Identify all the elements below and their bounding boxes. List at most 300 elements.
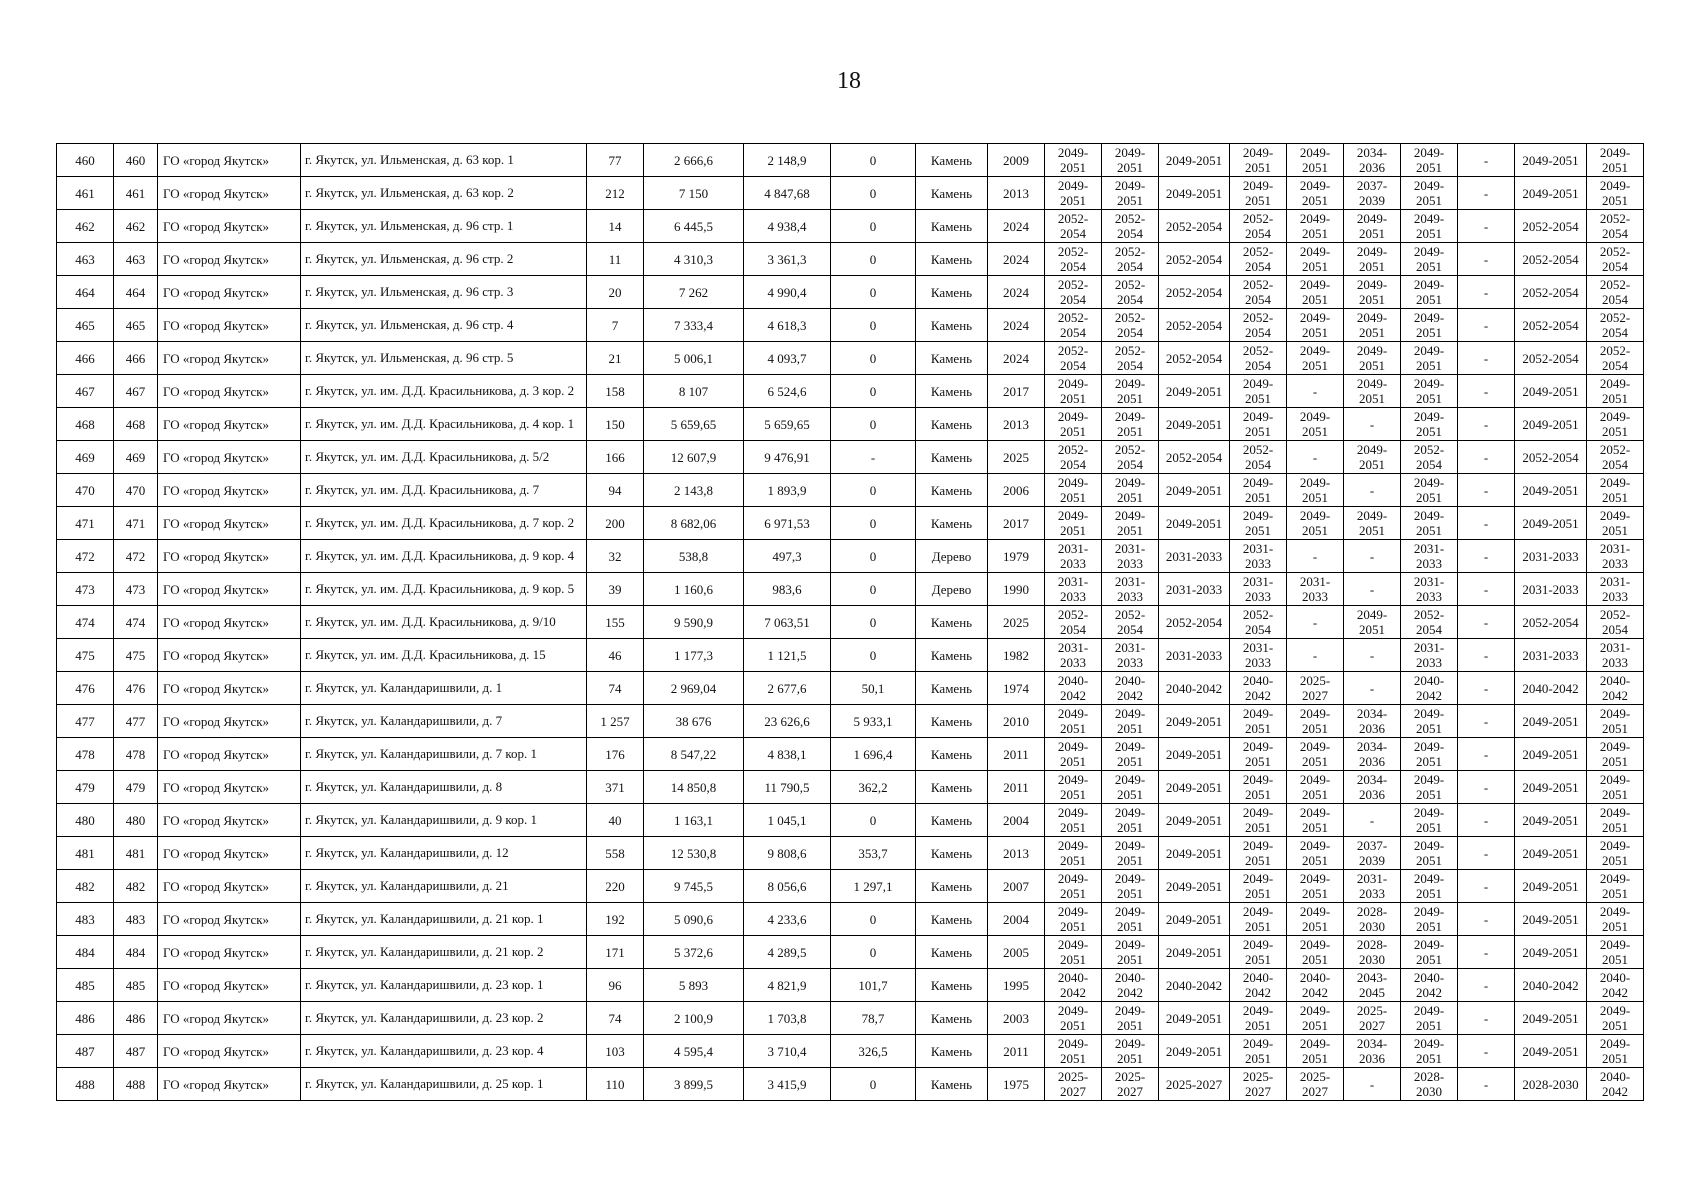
repair-period-cell-3: 2049-2051	[1159, 738, 1230, 771]
repair-period-cell-1: 2049-2051	[1045, 177, 1102, 210]
wall-material-cell: Камень	[916, 177, 988, 210]
repair-period-cell-5: -	[1287, 606, 1344, 639]
record-number-cell: 466	[114, 342, 158, 375]
row-number-cell: 462	[57, 210, 114, 243]
table-row	[57, 210, 1644, 243]
repair-period-cell-3: 2049-2051	[1159, 177, 1230, 210]
year-commissioned-cell: 2024	[988, 309, 1045, 342]
repair-period-cell-8: -	[1458, 375, 1515, 408]
address-cell: г. Якутск, ул. им. Д.Д. Красильникова, д. 9 кор. 4	[301, 540, 587, 573]
record-number-cell: 487	[114, 1035, 158, 1068]
residents-count-cell: 74	[587, 1002, 644, 1035]
repair-period-cell-10: 2049-2051	[1587, 771, 1644, 804]
residents-count-cell: 110	[587, 1068, 644, 1101]
repair-period-cell-5: -	[1287, 540, 1344, 573]
repair-period-cell-2: 2031-2033	[1102, 573, 1159, 606]
total-area-cell: 1 160,6	[644, 573, 744, 606]
repair-period-cell-7: 2049-2051	[1401, 1035, 1458, 1068]
repair-period-cell-9: 2049-2051	[1515, 936, 1587, 969]
row-number-cell: 485	[57, 969, 114, 1002]
living-area-cell: 1 045,1	[744, 804, 831, 837]
nonresidential-area-cell: 78,7	[831, 1002, 916, 1035]
living-area-cell: 2 148,9	[744, 144, 831, 177]
living-area-cell: 4 289,5	[744, 936, 831, 969]
repair-period-cell-1: 2052-2054	[1045, 276, 1102, 309]
repair-period-cell-7: 2040-2042	[1401, 969, 1458, 1002]
record-number-cell: 473	[114, 573, 158, 606]
repair-period-cell-10: 2052-2054	[1587, 210, 1644, 243]
repair-period-cell-3: 2049-2051	[1159, 804, 1230, 837]
repair-period-cell-5: 2049-2051	[1287, 936, 1344, 969]
repair-period-cell-5: 2049-2051	[1287, 903, 1344, 936]
repair-period-cell-3: 2031-2033	[1159, 639, 1230, 672]
nonresidential-area-cell: 1 297,1	[831, 870, 916, 903]
residents-count-cell: 96	[587, 969, 644, 1002]
municipality-cell: ГО «город Якутск»	[158, 1035, 301, 1068]
year-commissioned-cell: 2024	[988, 342, 1045, 375]
address-cell: г. Якутск, ул. Каландаришвили, д. 23 кор. 1	[301, 969, 587, 1002]
row-number-cell: 488	[57, 1068, 114, 1101]
repair-period-cell-9: 2049-2051	[1515, 705, 1587, 738]
address-cell: г. Якутск, ул. Ильменская, д. 96 стр. 3	[301, 276, 587, 309]
year-commissioned-cell: 1995	[988, 969, 1045, 1002]
address-cell: г. Якутск, ул. Ильменская, д. 63 кор. 1	[301, 144, 587, 177]
total-area-cell: 14 850,8	[644, 771, 744, 804]
wall-material-cell: Камень	[916, 507, 988, 540]
repair-period-cell-6: 2037-2039	[1344, 177, 1401, 210]
nonresidential-area-cell: 0	[831, 210, 916, 243]
municipality-cell: ГО «город Якутск»	[158, 540, 301, 573]
repair-period-cell-1: 2049-2051	[1045, 804, 1102, 837]
repair-period-cell-5: -	[1287, 441, 1344, 474]
nonresidential-area-cell: 0	[831, 639, 916, 672]
wall-material-cell: Дерево	[916, 573, 988, 606]
record-number-cell: 474	[114, 606, 158, 639]
repair-period-cell-2: 2049-2051	[1102, 804, 1159, 837]
residents-count-cell: 1 257	[587, 705, 644, 738]
repair-period-cell-9: 2052-2054	[1515, 441, 1587, 474]
year-commissioned-cell: 2013	[988, 177, 1045, 210]
repair-period-cell-4: 2052-2054	[1230, 243, 1287, 276]
row-number-cell: 463	[57, 243, 114, 276]
table-row	[57, 342, 1644, 375]
repair-period-cell-5: 2049-2051	[1287, 474, 1344, 507]
repair-period-cell-8: -	[1458, 936, 1515, 969]
address-cell: г. Якутск, ул. Ильменская, д. 96 стр. 4	[301, 309, 587, 342]
repair-period-cell-9: 2049-2051	[1515, 177, 1587, 210]
total-area-cell: 12 530,8	[644, 837, 744, 870]
wall-material-cell: Камень	[916, 705, 988, 738]
repair-period-cell-5: 2049-2051	[1287, 177, 1344, 210]
residents-count-cell: 158	[587, 375, 644, 408]
address-cell: г. Якутск, ул. Каландаришвили, д. 9 кор. 1	[301, 804, 587, 837]
repair-period-cell-6: 2028-2030	[1344, 936, 1401, 969]
repair-period-cell-5: 2031-2033	[1287, 573, 1344, 606]
repair-period-cell-7: 2049-2051	[1401, 375, 1458, 408]
total-area-cell: 5 659,65	[644, 408, 744, 441]
repair-period-cell-2: 2052-2054	[1102, 243, 1159, 276]
address-cell: г. Якутск, ул. им. Д.Д. Красильникова, д. 15	[301, 639, 587, 672]
municipality-cell: ГО «город Якутск»	[158, 474, 301, 507]
repair-period-cell-10: 2049-2051	[1587, 870, 1644, 903]
table-row	[57, 771, 1644, 804]
table-row	[57, 705, 1644, 738]
repair-period-cell-6: -	[1344, 408, 1401, 441]
wall-material-cell: Камень	[916, 375, 988, 408]
repair-period-cell-7: 2049-2051	[1401, 771, 1458, 804]
total-area-cell: 538,8	[644, 540, 744, 573]
nonresidential-area-cell: 0	[831, 309, 916, 342]
repair-period-cell-10: 2052-2054	[1587, 276, 1644, 309]
record-number-cell: 486	[114, 1002, 158, 1035]
address-cell: г. Якутск, ул. им. Д.Д. Красильникова, д. 9/10	[301, 606, 587, 639]
row-number-cell: 480	[57, 804, 114, 837]
repair-period-cell-3: 2031-2033	[1159, 540, 1230, 573]
living-area-cell: 4 938,4	[744, 210, 831, 243]
municipality-cell: ГО «город Якутск»	[158, 276, 301, 309]
living-area-cell: 2 677,6	[744, 672, 831, 705]
table-row	[57, 969, 1644, 1002]
repair-period-cell-3: 2049-2051	[1159, 870, 1230, 903]
repair-period-cell-5: 2049-2051	[1287, 705, 1344, 738]
year-commissioned-cell: 2024	[988, 210, 1045, 243]
nonresidential-area-cell: 0	[831, 804, 916, 837]
repair-period-cell-6: -	[1344, 573, 1401, 606]
address-cell: г. Якутск, ул. Каландаришвили, д. 23 кор. 4	[301, 1035, 587, 1068]
total-area-cell: 38 676	[644, 705, 744, 738]
table-row	[57, 1035, 1644, 1068]
total-area-cell: 5 372,6	[644, 936, 744, 969]
record-number-cell: 461	[114, 177, 158, 210]
repair-period-cell-4: 2031-2033	[1230, 639, 1287, 672]
repair-period-cell-2: 2049-2051	[1102, 507, 1159, 540]
repair-period-cell-1: 2031-2033	[1045, 573, 1102, 606]
address-cell: г. Якутск, ул. Каландаришвили, д. 23 кор. 2	[301, 1002, 587, 1035]
municipality-cell: ГО «город Якутск»	[158, 969, 301, 1002]
repair-period-cell-9: 2052-2054	[1515, 342, 1587, 375]
repair-period-cell-4: 2049-2051	[1230, 1035, 1287, 1068]
repair-period-cell-9: 2049-2051	[1515, 870, 1587, 903]
table-row	[57, 837, 1644, 870]
repair-period-cell-4: 2049-2051	[1230, 738, 1287, 771]
repair-period-cell-10: 2049-2051	[1587, 408, 1644, 441]
living-area-cell: 983,6	[744, 573, 831, 606]
residents-count-cell: 20	[587, 276, 644, 309]
table-row	[57, 309, 1644, 342]
living-area-cell: 497,3	[744, 540, 831, 573]
repair-period-cell-7: 2049-2051	[1401, 474, 1458, 507]
repair-period-cell-5: 2049-2051	[1287, 1035, 1344, 1068]
repair-period-cell-5: 2049-2051	[1287, 144, 1344, 177]
repair-period-cell-8: -	[1458, 210, 1515, 243]
row-number-cell: 473	[57, 573, 114, 606]
repair-period-cell-5: 2049-2051	[1287, 276, 1344, 309]
repair-period-cell-10: 2040-2042	[1587, 1068, 1644, 1101]
table-row	[57, 375, 1644, 408]
wall-material-cell: Камень	[916, 441, 988, 474]
table-row	[57, 639, 1644, 672]
repair-period-cell-8: -	[1458, 276, 1515, 309]
repair-period-cell-5: 2049-2051	[1287, 738, 1344, 771]
year-commissioned-cell: 2011	[988, 1035, 1045, 1068]
table-row	[57, 276, 1644, 309]
year-commissioned-cell: 2017	[988, 375, 1045, 408]
repair-period-cell-1: 2049-2051	[1045, 144, 1102, 177]
repair-period-cell-5: 2040-2042	[1287, 969, 1344, 1002]
nonresidential-area-cell: 0	[831, 936, 916, 969]
repair-period-cell-1: 2052-2054	[1045, 342, 1102, 375]
repair-period-cell-8: -	[1458, 837, 1515, 870]
repair-period-cell-1: 2052-2054	[1045, 606, 1102, 639]
repair-period-cell-2: 2052-2054	[1102, 342, 1159, 375]
repair-period-cell-3: 2031-2033	[1159, 573, 1230, 606]
municipality-cell: ГО «город Якутск»	[158, 177, 301, 210]
repair-period-cell-10: 2040-2042	[1587, 672, 1644, 705]
repair-period-cell-6: 2049-2051	[1344, 309, 1401, 342]
repair-period-cell-7: 2028-2030	[1401, 1068, 1458, 1101]
municipality-cell: ГО «город Якутск»	[158, 144, 301, 177]
repair-period-cell-3: 2052-2054	[1159, 342, 1230, 375]
repair-period-cell-3: 2052-2054	[1159, 606, 1230, 639]
repair-period-cell-4: 2031-2033	[1230, 573, 1287, 606]
repair-period-cell-9: 2031-2033	[1515, 639, 1587, 672]
repair-period-cell-7: 2049-2051	[1401, 936, 1458, 969]
repair-period-cell-10: 2049-2051	[1587, 375, 1644, 408]
year-commissioned-cell: 2011	[988, 738, 1045, 771]
municipality-cell: ГО «город Якутск»	[158, 243, 301, 276]
repair-period-cell-2: 2025-2027	[1102, 1068, 1159, 1101]
total-area-cell: 9 745,5	[644, 870, 744, 903]
repair-period-cell-1: 2031-2033	[1045, 540, 1102, 573]
repair-period-cell-7: 2031-2033	[1401, 540, 1458, 573]
repair-period-cell-10: 2049-2051	[1587, 738, 1644, 771]
repair-period-cell-10: 2049-2051	[1587, 903, 1644, 936]
wall-material-cell: Камень	[916, 837, 988, 870]
repair-period-cell-2: 2040-2042	[1102, 672, 1159, 705]
wall-material-cell: Камень	[916, 1035, 988, 1068]
repair-period-cell-6: 2049-2051	[1344, 342, 1401, 375]
municipality-cell: ГО «город Якутск»	[158, 705, 301, 738]
repair-period-cell-5: 2025-2027	[1287, 1068, 1344, 1101]
repair-period-cell-9: 2052-2054	[1515, 309, 1587, 342]
residents-count-cell: 371	[587, 771, 644, 804]
repair-period-cell-6: 2034-2036	[1344, 1035, 1401, 1068]
repair-period-cell-8: -	[1458, 243, 1515, 276]
repair-period-cell-9: 2052-2054	[1515, 606, 1587, 639]
repair-period-cell-1: 2049-2051	[1045, 474, 1102, 507]
total-area-cell: 1 177,3	[644, 639, 744, 672]
repair-period-cell-8: -	[1458, 1068, 1515, 1101]
repair-period-cell-4: 2052-2054	[1230, 309, 1287, 342]
address-cell: г. Якутск, ул. Ильменская, д. 96 стр. 2	[301, 243, 587, 276]
wall-material-cell: Камень	[916, 936, 988, 969]
nonresidential-area-cell: 0	[831, 540, 916, 573]
residents-count-cell: 14	[587, 210, 644, 243]
residents-count-cell: 171	[587, 936, 644, 969]
repair-period-cell-5: 2049-2051	[1287, 210, 1344, 243]
row-number-cell: 479	[57, 771, 114, 804]
living-area-cell: 7 063,51	[744, 606, 831, 639]
repair-period-cell-4: 2049-2051	[1230, 1002, 1287, 1035]
nonresidential-area-cell: 1 696,4	[831, 738, 916, 771]
record-number-cell: 485	[114, 969, 158, 1002]
residents-count-cell: 77	[587, 144, 644, 177]
repair-period-cell-1: 2049-2051	[1045, 705, 1102, 738]
repair-period-cell-2: 2052-2054	[1102, 441, 1159, 474]
repair-period-cell-1: 2052-2054	[1045, 210, 1102, 243]
repair-period-cell-8: -	[1458, 309, 1515, 342]
record-number-cell: 463	[114, 243, 158, 276]
municipality-cell: ГО «город Якутск»	[158, 309, 301, 342]
residents-count-cell: 39	[587, 573, 644, 606]
repair-period-cell-3: 2040-2042	[1159, 969, 1230, 1002]
nonresidential-area-cell: 0	[831, 507, 916, 540]
repair-period-cell-3: 2049-2051	[1159, 771, 1230, 804]
repair-period-cell-5: 2049-2051	[1287, 804, 1344, 837]
living-area-cell: 4 847,68	[744, 177, 831, 210]
repair-period-cell-4: 2049-2051	[1230, 903, 1287, 936]
total-area-cell: 5 893	[644, 969, 744, 1002]
repair-period-cell-4: 2049-2051	[1230, 177, 1287, 210]
address-cell: г. Якутск, ул. им. Д.Д. Красильникова, д. 7 кор. 2	[301, 507, 587, 540]
year-commissioned-cell: 2009	[988, 144, 1045, 177]
page-number: 18	[837, 68, 861, 94]
nonresidential-area-cell: 5 933,1	[831, 705, 916, 738]
row-number-cell: 470	[57, 474, 114, 507]
repair-period-cell-10: 2049-2051	[1587, 1002, 1644, 1035]
repair-period-cell-6: 2049-2051	[1344, 606, 1401, 639]
repair-period-cell-1: 2052-2054	[1045, 309, 1102, 342]
repair-period-cell-8: -	[1458, 804, 1515, 837]
address-cell: г. Якутск, ул. Ильменская, д. 96 стр. 5	[301, 342, 587, 375]
repair-period-cell-6: 2031-2033	[1344, 870, 1401, 903]
repair-period-cell-7: 2049-2051	[1401, 144, 1458, 177]
record-number-cell: 481	[114, 837, 158, 870]
wall-material-cell: Камень	[916, 1068, 988, 1101]
municipality-cell: ГО «город Якутск»	[158, 804, 301, 837]
total-area-cell: 7 262	[644, 276, 744, 309]
table-row	[57, 606, 1644, 639]
repair-period-cell-4: 2049-2051	[1230, 936, 1287, 969]
year-commissioned-cell: 2005	[988, 936, 1045, 969]
wall-material-cell: Камень	[916, 408, 988, 441]
repair-period-cell-2: 2049-2051	[1102, 474, 1159, 507]
municipality-cell: ГО «город Якутск»	[158, 606, 301, 639]
repair-period-cell-9: 2052-2054	[1515, 276, 1587, 309]
total-area-cell: 8 107	[644, 375, 744, 408]
address-cell: г. Якутск, ул. им. Д.Д. Красильникова, д. 5/2	[301, 441, 587, 474]
repair-period-cell-3: 2049-2051	[1159, 837, 1230, 870]
wall-material-cell: Камень	[916, 870, 988, 903]
repair-period-cell-7: 2049-2051	[1401, 342, 1458, 375]
repair-period-cell-2: 2049-2051	[1102, 837, 1159, 870]
wall-material-cell: Камень	[916, 144, 988, 177]
repair-period-cell-10: 2052-2054	[1587, 243, 1644, 276]
nonresidential-area-cell: 0	[831, 1068, 916, 1101]
repair-period-cell-8: -	[1458, 870, 1515, 903]
living-area-cell: 4 990,4	[744, 276, 831, 309]
nonresidential-area-cell: 50,1	[831, 672, 916, 705]
repair-period-cell-2: 2049-2051	[1102, 144, 1159, 177]
repair-period-cell-3: 2052-2054	[1159, 276, 1230, 309]
record-number-cell: 488	[114, 1068, 158, 1101]
living-area-cell: 1 893,9	[744, 474, 831, 507]
repair-period-cell-3: 2049-2051	[1159, 408, 1230, 441]
repair-period-cell-1: 2040-2042	[1045, 969, 1102, 1002]
total-area-cell: 6 445,5	[644, 210, 744, 243]
table-row	[57, 672, 1644, 705]
repair-period-cell-8: -	[1458, 639, 1515, 672]
repair-period-cell-9: 2049-2051	[1515, 771, 1587, 804]
repair-period-cell-5: 2049-2051	[1287, 870, 1344, 903]
repair-period-cell-3: 2052-2054	[1159, 441, 1230, 474]
repair-period-cell-2: 2049-2051	[1102, 870, 1159, 903]
repair-period-cell-7: 2049-2051	[1401, 870, 1458, 903]
repair-period-cell-5: 2049-2051	[1287, 837, 1344, 870]
address-cell: г. Якутск, ул. им. Д.Д. Красильникова, д. 7	[301, 474, 587, 507]
repair-period-cell-2: 2052-2054	[1102, 309, 1159, 342]
repair-period-cell-10: 2052-2054	[1587, 309, 1644, 342]
repair-period-cell-7: 2052-2054	[1401, 441, 1458, 474]
repair-period-cell-7: 2031-2033	[1401, 639, 1458, 672]
nonresidential-area-cell: 0	[831, 573, 916, 606]
total-area-cell: 9 590,9	[644, 606, 744, 639]
nonresidential-area-cell: 0	[831, 144, 916, 177]
repair-period-cell-1: 2040-2042	[1045, 672, 1102, 705]
row-number-cell: 477	[57, 705, 114, 738]
municipality-cell: ГО «город Якутск»	[158, 936, 301, 969]
repair-period-cell-2: 2049-2051	[1102, 903, 1159, 936]
repair-period-cell-2: 2049-2051	[1102, 408, 1159, 441]
record-number-cell: 472	[114, 540, 158, 573]
repair-period-cell-1: 2049-2051	[1045, 771, 1102, 804]
record-number-cell: 465	[114, 309, 158, 342]
repair-period-cell-8: -	[1458, 672, 1515, 705]
repair-period-cell-4: 2049-2051	[1230, 144, 1287, 177]
repair-period-cell-5: 2025-2027	[1287, 672, 1344, 705]
residents-count-cell: 21	[587, 342, 644, 375]
year-commissioned-cell: 2010	[988, 705, 1045, 738]
repair-period-cell-6: 2049-2051	[1344, 276, 1401, 309]
row-number-cell: 483	[57, 903, 114, 936]
repair-period-cell-9: 2049-2051	[1515, 738, 1587, 771]
repair-period-cell-10: 2049-2051	[1587, 705, 1644, 738]
row-number-cell: 471	[57, 507, 114, 540]
residents-count-cell: 74	[587, 672, 644, 705]
nonresidential-area-cell: 353,7	[831, 837, 916, 870]
repair-period-cell-3: 2049-2051	[1159, 936, 1230, 969]
repair-period-cell-4: 2049-2051	[1230, 474, 1287, 507]
repair-period-cell-10: 2049-2051	[1587, 507, 1644, 540]
wall-material-cell: Камень	[916, 309, 988, 342]
year-commissioned-cell: 2024	[988, 243, 1045, 276]
repair-period-cell-4: 2040-2042	[1230, 672, 1287, 705]
record-number-cell: 480	[114, 804, 158, 837]
living-area-cell: 9 476,91	[744, 441, 831, 474]
repair-period-cell-6: 2034-2036	[1344, 738, 1401, 771]
repair-period-cell-8: -	[1458, 903, 1515, 936]
row-number-cell: 481	[57, 837, 114, 870]
row-number-cell: 469	[57, 441, 114, 474]
repair-period-cell-8: -	[1458, 408, 1515, 441]
repair-period-cell-5: -	[1287, 375, 1344, 408]
repair-period-cell-4: 2052-2054	[1230, 210, 1287, 243]
repair-period-cell-7: 2049-2051	[1401, 177, 1458, 210]
record-number-cell: 460	[114, 144, 158, 177]
repair-period-cell-7: 2049-2051	[1401, 1002, 1458, 1035]
wall-material-cell: Камень	[916, 804, 988, 837]
repair-period-cell-2: 2031-2033	[1102, 540, 1159, 573]
